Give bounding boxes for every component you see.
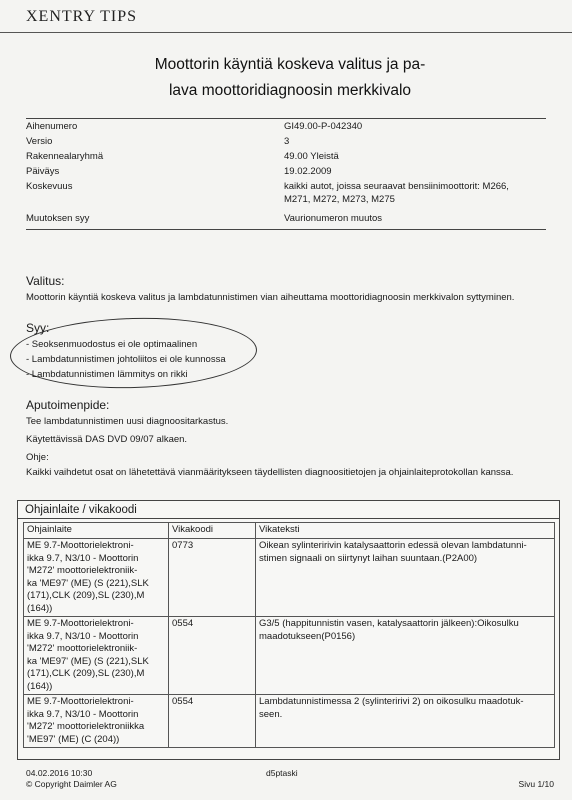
remedy-section (26, 398, 556, 480)
footer-page-number: Sivu 1/10 (518, 779, 554, 789)
unit-cell (24, 617, 169, 695)
document-header (0, 0, 572, 30)
unit-line: (171),CLK (209),SL (230),M (27, 590, 145, 601)
unit-line: ikka 9.7, N3/10 - Moottorin (27, 630, 139, 642)
fault-code-table (23, 522, 555, 748)
unit-line: 'M272' moottorielektroniikka (27, 721, 145, 732)
table-row (24, 695, 555, 748)
title-line: lava moottoridiagnoosin merkkivalo (168, 82, 412, 99)
meta-value-line: kaikki autot, joissa seuraavat bensiinimoottorit: M266, (284, 181, 509, 192)
column-header: Vikateksti (256, 523, 555, 539)
unit-line: ka 'ME97' (ME) (S (221),SLK (27, 655, 149, 667)
table-header-row (24, 523, 555, 539)
remedy-line: Käytettävissä DAS DVD 09/07 alkaen. (26, 434, 188, 445)
footer-copyright: © Copyright Daimler AG (26, 779, 117, 789)
unit-line: ikka 9.7, N3/10 - Moottorin (27, 708, 139, 720)
title-line: Moottorin käyntiä koskeva valitus ja pa- (154, 56, 426, 73)
meta-row (26, 134, 546, 149)
unit-cell (24, 539, 169, 617)
footer-doc-id: d5ptaski (266, 768, 298, 778)
document-title (80, 52, 500, 104)
brand-title: XENTRY TIPS (26, 8, 138, 25)
cause-title: Syy: (26, 321, 50, 335)
unit-line: (164)) (27, 602, 53, 614)
meta-value: 3 (284, 136, 290, 147)
unit-line: (171),CLK (209),SL (230),M (27, 668, 145, 679)
remedy-line: Tee lambdatunnistimen uusi diagnoositarkastus. (26, 416, 229, 427)
fault-text-cell (256, 617, 555, 695)
complaint-section (26, 274, 556, 305)
unit-line: ME 9.7-Moottorielektroni- (27, 540, 134, 551)
unit-line: ME 9.7-Moottorielektroni- (27, 696, 134, 707)
cause-section (26, 321, 556, 382)
note-text: Kaikki vaihdetut osat on lähetettävä vianmääritykseen täydellisten diagnoositietojen ja ohjainlaiteprotokollan kanssa. (26, 467, 514, 478)
footer-date: 04.02.2016 10:30 (26, 768, 93, 778)
meta-label: Koskevuus (26, 181, 73, 192)
code-cell: 0554 (169, 695, 256, 748)
meta-value: 49.00 Yleistä (284, 151, 339, 162)
column-header: Vikakoodi (169, 523, 256, 539)
meta-row (26, 149, 546, 164)
meta-label: Päiväys (26, 166, 60, 177)
fault-text-cell (256, 539, 555, 617)
meta-row (26, 119, 546, 135)
cause-item: - Lambdatunnistimen johtoliitos ei ole kunnossa (26, 354, 226, 365)
code-cell: 0554 (169, 617, 256, 695)
meta-value-line: M271, M272, M273, M275 (284, 194, 395, 205)
unit-line: 'ME97' (ME) (C (204)) (27, 733, 120, 745)
unit-line: 'M272' moottorielektroniik- (27, 565, 138, 576)
complaint-title: Valitus: (26, 274, 65, 288)
fault-text-line: G3/5 (happitunnistin vasen, katalysaattorin jälkeen):Oikosulku (259, 618, 519, 629)
complaint-text: Moottorin käyntiä koskeva valitus ja lambdatunnistimen vian aiheuttama moottoridiagnoosin merkkivalon syttyminen. (26, 292, 515, 303)
table-row (24, 539, 555, 617)
header-rule (0, 32, 572, 33)
fault-text-line: stimen signaali on siirtynyt laihan suuntaan.(P2A00) (259, 552, 478, 564)
cause-item: - Seoksenmuodostus ei ole optimaalinen (26, 339, 198, 350)
meta-label: Rakennealaryhmä (26, 151, 104, 162)
unit-cell (24, 695, 169, 748)
fault-text-line: maadotukseen(P0156) (259, 630, 356, 642)
column-header: Ohjainlaite (24, 523, 169, 539)
meta-label: Aihenumero (26, 121, 78, 132)
remedy-title: Aputoimenpide: (26, 398, 110, 412)
unit-line: ka 'ME97' (ME) (S (221),SLK (27, 577, 149, 589)
meta-label: Muutoksen syy (26, 207, 284, 230)
unit-line: (164)) (27, 680, 53, 692)
meta-value: GI49.00-P-042340 (284, 121, 363, 132)
table-row (24, 617, 555, 695)
fault-text-cell (256, 695, 555, 748)
meta-row (26, 164, 546, 179)
fault-text-line: Lambdatunnistimessa 2 (sylinteririvi 2) on oikosulku maadotuk- (259, 696, 524, 707)
meta-value (284, 179, 546, 207)
meta-value: Vaurionumeron muutos (284, 207, 546, 230)
cause-item: - Lambdatunnistimen lämmitys on rikki (26, 369, 188, 380)
meta-row (26, 179, 546, 207)
unit-line: ME 9.7-Moottorielektroni- (27, 618, 134, 629)
meta-label: Versio (26, 136, 53, 147)
unit-line: ikka 9.7, N3/10 - Moottorin (27, 552, 139, 564)
fault-text-line: Oikean sylinteririvin katalysaattorin edessä olevan lambdatunni- (259, 540, 527, 551)
meta-row (26, 207, 546, 230)
metadata-table (26, 118, 546, 230)
fault-text-line: seen. (259, 708, 283, 720)
note-label: Ohje: (26, 452, 49, 463)
code-cell: 0773 (169, 539, 256, 617)
fault-box-title: Ohjainlaite / vikakoodi (18, 501, 559, 519)
meta-value: 19.02.2009 (284, 166, 332, 177)
fault-code-box (17, 500, 560, 760)
unit-line: 'M272' moottorielektroniik- (27, 643, 138, 654)
